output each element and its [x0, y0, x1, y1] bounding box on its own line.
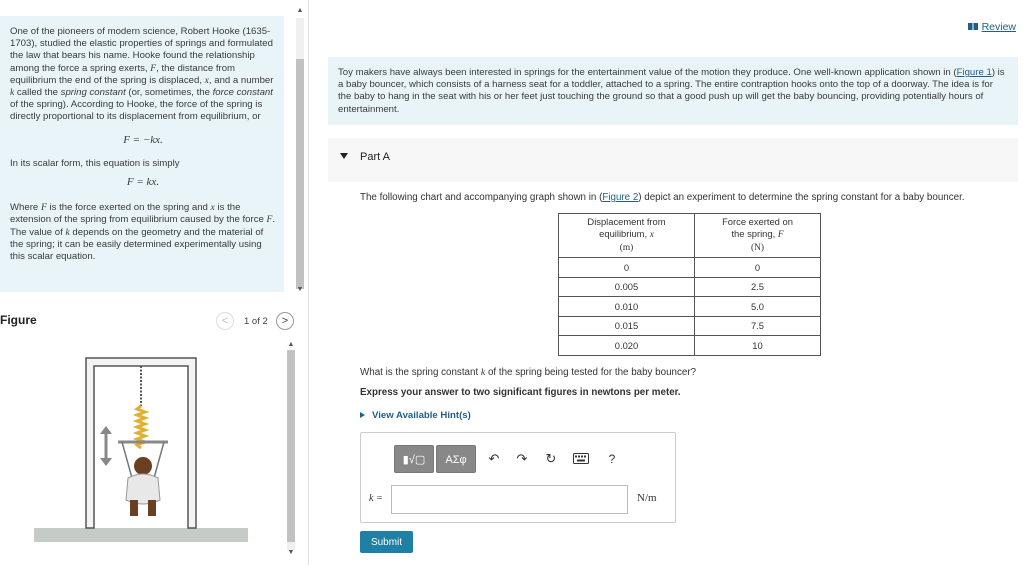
part-a-label: Part A: [360, 151, 390, 163]
intro-scrollbar[interactable]: [293, 4, 305, 296]
story-text-box: Toy makers have always been interested in springs for the entertainment value of the motion they produce. One well-known application shown in (Figure 1) is a baby bouncer, which consists of a harness seat for a toddler, attached to a spring. The entire contraption hooks onto the top of a doorway. The idea is for the baby to hang in the seat with his or her feet just touching the ground so that a good push up will get the baby bouncing, providing potentially hours of entertainment.: [328, 57, 1018, 125]
submit-button[interactable]: Submit: [360, 531, 413, 553]
templates-button[interactable]: [394, 445, 434, 473]
panel-divider: [308, 0, 309, 565]
figure-scrollbar[interactable]: [284, 338, 296, 560]
table-cell: 0: [695, 258, 821, 278]
chevron-right-icon[interactable]: >: [276, 312, 294, 330]
table-cell: 0.005: [559, 277, 695, 297]
part-a-header[interactable]: [328, 138, 1018, 182]
table-cell: 0.010: [559, 297, 695, 317]
answer-box: [360, 432, 676, 523]
intro-text-box: [0, 16, 284, 292]
intro-paragraph-1: One of the pioneers of modern science, Robert Hooke (1635-1703), studied the elastic properties of springs and formulated the law that bears his name. Hooke found the relationship among the force a spring exerts, F, the distance from equilibrium the end of the spring is displaced, x, and a number k called the spring constant (or, sometimes, the force constant of the spring). According to Hooke, the force of the spring is directly proportional to its displacement from equilibrium, or: [10, 26, 274, 123]
scrollbar-thumb[interactable]: [296, 59, 304, 289]
intro-paragraph-2: In its scalar form, this equation is simply: [10, 157, 180, 169]
table-cell: 0.015: [559, 316, 695, 336]
table-row: [559, 336, 821, 356]
table-row: [559, 258, 821, 278]
left-panel: [0, 0, 308, 565]
table-row: [559, 277, 821, 297]
answer-input[interactable]: [391, 485, 628, 514]
figure-header: [0, 308, 300, 336]
vector-equation: F = −kx.: [123, 133, 163, 146]
figure-1-link[interactable]: Figure 1: [956, 67, 992, 78]
symbols-button[interactable]: [436, 445, 476, 473]
table-cell: 0.020: [559, 336, 695, 356]
templates-label: ▮√▢: [402, 454, 426, 466]
table-header-force: Force exerted on the spring, F (N): [695, 214, 821, 258]
table-cell: 10: [695, 336, 821, 356]
chevron-left-icon[interactable]: <: [216, 312, 234, 330]
figure-counter: 1 of 2: [244, 316, 268, 327]
scrollbar-thumb[interactable]: [287, 350, 295, 542]
undo-icon[interactable]: ↶: [488, 451, 500, 466]
answer-label: k =: [369, 493, 383, 504]
caret-right-icon: [360, 412, 365, 418]
redo-icon[interactable]: ↷: [516, 451, 528, 466]
symbols-label: ΑΣφ: [445, 454, 467, 466]
table-cell: 7.5: [695, 316, 821, 336]
baby-bouncer-illustration: [0, 338, 284, 560]
scroll-up-arrow-icon[interactable]: ▲: [296, 7, 304, 14]
answer-instruction: Express your answer to two significant figures in newtons per meter.: [360, 387, 681, 398]
question-text: What is the spring constant k of the spring being tested for the baby bouncer?: [360, 367, 697, 378]
scroll-down-arrow-icon[interactable]: ▼: [296, 286, 304, 293]
question-intro: The following chart and accompanying graph shown in (Figure 2) depict an experiment to determine the spring constant for a baby bouncer.: [360, 192, 965, 203]
help-icon[interactable]: ?: [608, 452, 616, 466]
intro-paragraph-3: Where F is the force exerted on the spring and x is the extension of the spring from equilibrium caused by the force F. The value of k depends on the geometry and the material of the spring; it can be easily determined experimentally using this scalar equation.: [10, 202, 276, 263]
figure-2-link[interactable]: Figure 2: [602, 192, 639, 203]
table-cell: 5.0: [695, 297, 821, 317]
table-cell: 0: [559, 258, 695, 278]
table-row: [559, 297, 821, 317]
table-header-displacement: Displacement from equilibrium, x (m): [559, 214, 695, 258]
view-hints-link[interactable]: View Available Hint(s): [360, 410, 471, 421]
review-link[interactable]: Review: [968, 21, 1016, 33]
scroll-down-arrow-icon[interactable]: ▼: [287, 549, 295, 556]
book-icon: [968, 23, 978, 30]
caret-down-icon[interactable]: [340, 153, 348, 159]
scalar-equation: F = kx.: [126, 176, 160, 189]
scroll-up-arrow-icon[interactable]: ▲: [287, 341, 295, 348]
table-cell: 2.5: [695, 277, 821, 297]
keyboard-icon[interactable]: [572, 449, 590, 469]
figure-image: [0, 338, 284, 560]
data-table: [558, 213, 821, 356]
figure-title: Figure: [0, 313, 37, 327]
table-row: [559, 316, 821, 336]
answer-unit: N/m: [637, 492, 657, 504]
reset-icon[interactable]: ↻: [545, 451, 557, 466]
